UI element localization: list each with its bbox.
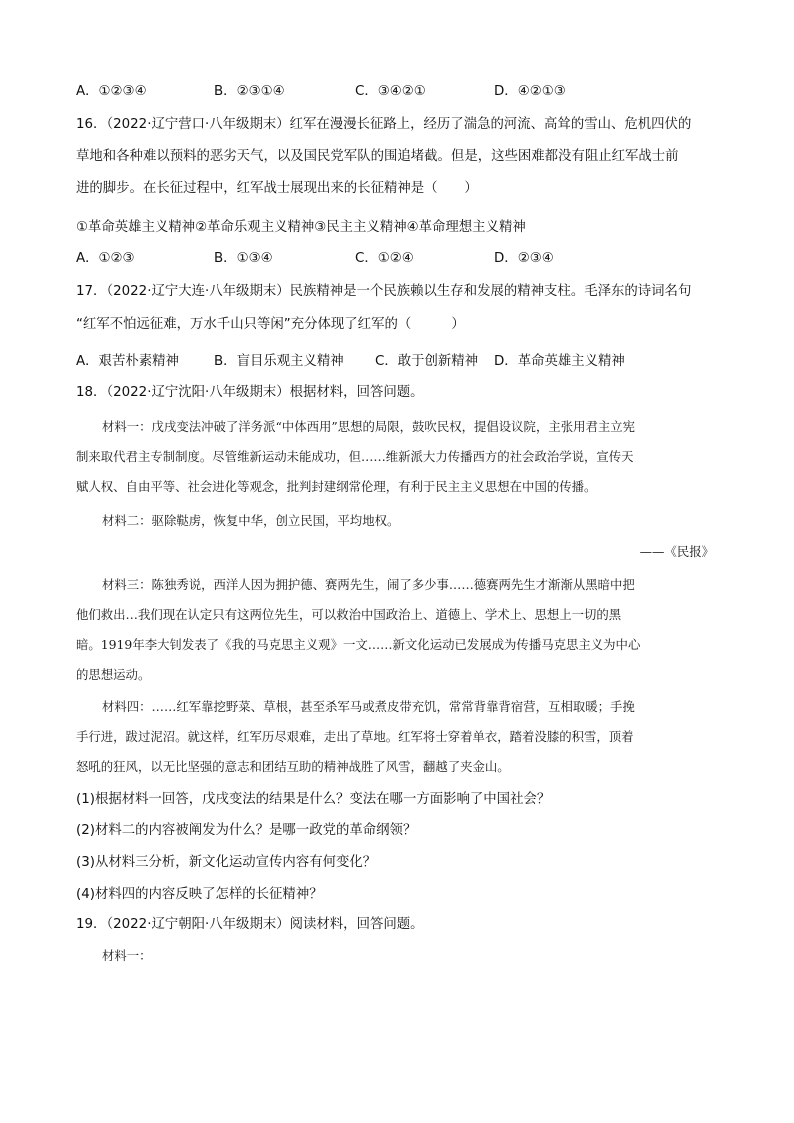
q16-option-c: C．①②④ xyxy=(355,251,414,266)
q15-option-c: C．③④②① xyxy=(355,84,426,99)
q17-stem-line1: 17．（2022·辽宁大连·八年级期末）民族精神是一个民族赖以生存和发展的精神支柱。毛泽东的诗词名句 xyxy=(76,284,692,299)
material-line: 怒吼的狂风，以无比坚强的意志和团结互助的精神战胜了风雪，翻越了夹金山。 xyxy=(76,759,510,774)
q16-option-a: A．①②③ xyxy=(76,251,135,266)
q16-stem-line3: 进的脚步。在长征过程中，红军战士展现出来的长征精神是（ ） xyxy=(76,181,478,196)
material-line: 材料一：戊戌变法冲破了洋务派“中体西用”思想的局限，鼓吹民权，提倡设议院，主张用君主立宪 xyxy=(102,419,636,434)
q15-option-a: A．①②③④ xyxy=(76,84,147,99)
material-line: 制来取代君主专制制度。尽管维新运动未能成功，但……维新派大力传播西方的社会政治学说，宣传天 xyxy=(76,449,634,464)
material-line: 的思想运动。 xyxy=(76,667,151,682)
material-line: 手行进，跋过泥沼。就这样，红军历尽艰难，走出了草地。红军将士穿着单衣，踏着没膝的积雪，顶着 xyxy=(76,729,634,744)
material-line: 暗。1919年李大钊发表了《我的马克思主义观》一文……新文化运动已发展成为传播马克思主义为中心 xyxy=(76,637,641,652)
material-line: 材料二：驱除鞑虏，恢复中华，创立民国，平均地权。 xyxy=(102,513,400,528)
q16-stem-line1: 16．（2022·辽宁营口·八年级期末）红军在漫漫长征路上，经历了湍急的河流、高耸的雪山、危机四伏的 xyxy=(76,117,692,132)
material-line: 材料四：……红军靠挖野菜、草根，甚至杀军马或煮皮带充饥，常常背靠背宿营，互相取暖；手挽 xyxy=(102,699,635,714)
material-line: 材料三：陈独秀说，西洋人因为拥护德、赛两先生，闹了多少事……德赛两先生才渐渐从黑暗中把 xyxy=(102,577,635,592)
q19-material-1 xyxy=(76,941,718,971)
q18-sub-question-4: (4)材料四的内容反映了怎样的长征精神？ xyxy=(76,887,323,902)
q17-option-b: B．盲目乐观主义精神 xyxy=(214,354,344,369)
material-line: 赋人权、自由平等、社会进化等观念，批判封建纲常伦理，有利于民主主义思想在中国的传播。 xyxy=(76,479,597,494)
q17-option-c: C．敢于创新精神 xyxy=(375,354,479,369)
q16-option-d: D．②③④ xyxy=(494,251,554,266)
q16-options xyxy=(76,249,554,269)
q17-options xyxy=(76,352,625,372)
q16-option-b: B．①③④ xyxy=(214,251,273,266)
q17-option-a: A．艰苦朴素精神 xyxy=(76,354,179,369)
q18-sub-question-2: (2)材料二的内容被阐发为什么？是哪一政党的革命纲领？ xyxy=(76,823,417,838)
q17-stem-line2: “红军不怕远征难，万水千山只等闲”充分体现了红军的（ ） xyxy=(76,317,465,332)
q15-option-d: D．④②①③ xyxy=(494,84,566,99)
q18-material-4 xyxy=(76,692,718,782)
q18-sub-question-3: (3)从材料三分析，新文化运动宣传内容有何变化？ xyxy=(76,855,377,870)
q18-sub-question-1: (1)根据材料一回答，戊戌变法的结果是什么？变法在哪一方面影响了中国社会？ xyxy=(76,792,551,807)
material-line: 他们救出…我们现在认定只有这两位先生，可以救治中国政治上、道德上、学术上、思想上一切的黑 xyxy=(76,607,622,622)
q16-stem-line2: 草地和各种难以预料的恶劣天气，以及国民党军队的围追堵截。但是，这些困难都没有阻止红军战士前 xyxy=(76,149,679,164)
q18-material-3 xyxy=(76,570,718,690)
q15-options xyxy=(76,82,566,102)
material-label: 材料一： xyxy=(102,948,152,963)
q18-material-2-source: ——《民报》 xyxy=(639,544,714,559)
q18-material-1 xyxy=(76,412,718,502)
q17-option-d: D．革命英雄主义精神 xyxy=(494,354,625,369)
q16-choices: ①革命英雄主义精神②革命乐观主义精神③民主主义精神④革命理想主义精神 xyxy=(76,220,526,235)
q15-option-b: B．②③①④ xyxy=(214,84,285,99)
q18-stem: 18．（2022·辽宁沈阳·八年级期末）根据材料，回答问题。 xyxy=(76,385,424,400)
q19-stem: 19．（2022·辽宁朝阳·八年级期末）阅读材料，回答问题。 xyxy=(76,917,424,932)
q18-material-2 xyxy=(76,506,718,536)
